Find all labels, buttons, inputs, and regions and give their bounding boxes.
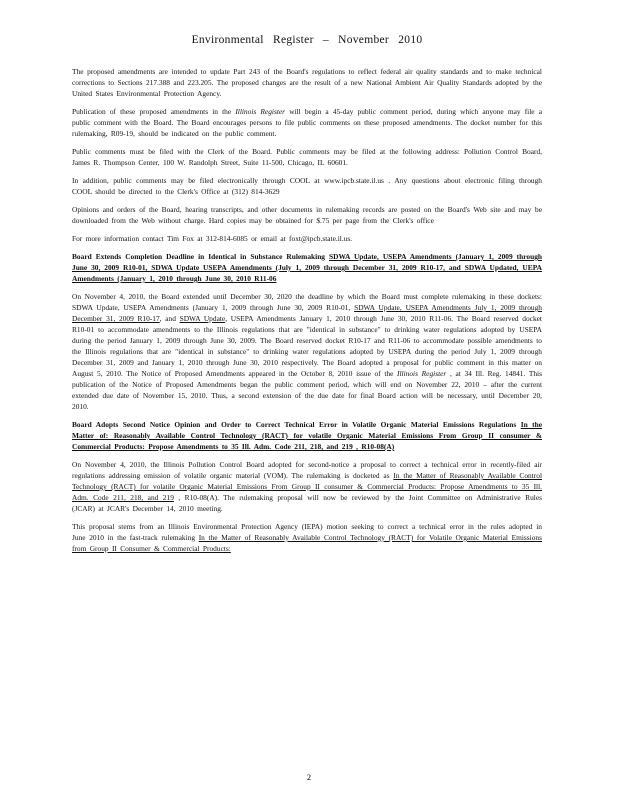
paragraph-electronic-filing: In addition, public comments may be filed electronically through COOL at www.ipcb.state.il.us . Any questions about electronic filing through COOL should be directed to the Clerk's Office at (312) 814-3629 — [72, 176, 542, 196]
italic-register-name: Illinois Register — [397, 369, 447, 378]
paragraph-proposed-amendments: The proposed amendments are intended to update Part 243 of the Board's regulations to reflect federal air quality standards and to make technical corrections to Sections 217.388 and 223.205. The proposed changes are the result of a new National Ambient Air Quality Standards adopted by the United States Environmental Protection Agency. — [72, 67, 542, 98]
italic-register-name: Illinois Register — [235, 107, 286, 116]
paragraph-opinions-orders: Opinions and orders of the Board, hearing transcripts, and other documents in rulemaking records are posted on the Board's Web site and may be downloaded from the Web without charge. Hard copies may be obtained for $.75 per page from the Clerk's office — [72, 205, 542, 225]
text-span: Publication of these proposed amendments in the — [72, 107, 236, 116]
paragraph-more-information: For more information contact Tim Fox at 312-814-6085 or email at foxt@ipcb.state.il.us. — [72, 234, 353, 243]
underlined-docket: SDWA Update — [179, 314, 226, 323]
paragraph-publication — [72, 106, 542, 139]
page-header: Environmental Register – November 2010 — [191, 34, 423, 46]
text-span: , R10-08(A). The rulemaking proposal will now be reviewed by the Joint Committee on Administrative Rules (JCAR) at JCAR's December 14, 2010 meeting. — [72, 493, 542, 513]
text-span: will begin a 45-day public comment period, during which anyone may file a public comment with the Board. The Board encourages persons to file public comments on these proposed amendments. The docket number for this rulemaking, R09-19, should be indicated on the public comment. — [72, 107, 543, 138]
page-number: 2 — [307, 773, 311, 782]
underlined-docket: In the Matter of Reasonably Available Control Technology (RACT) for Volatile Organic Material Emissions from Group II Consumer & Commercial Products: — [72, 533, 542, 553]
section-heading-sdwa-extension — [72, 251, 542, 284]
text-span: On November 4, 2010, the Illinois Pollution Control Board adopted for second-notice a proposal to correct a technical error in recently-filed air regulations addressing emission of volatile organic material (VOM). The rulemaking is docketed as — [72, 460, 542, 480]
paragraph-ract-body — [72, 459, 542, 514]
heading-docket-titles: SDWA Update, USEPA Amendments (January 1, 2009 through June 30, 2009 R10-01, SDWA Update USEPA Amendments (July 1, 2009 through December 31, 2009 R10-17, and SDWA Updated, UEPA Amendments (January 1, 2010 through June 30, 2010 R11-06 — [72, 252, 542, 283]
underlined-docket: In the Matter of Reasonably Available Control Technology (RACT) for volatile Organic Material Emissions From Group II consumer & Commercial Products: Propose Amendments to 35 Ill. Adm. Code 211, 218, and 219 — [72, 471, 542, 502]
underlined-docket: SDWA Update, USEPA Amendments July 1, 2009 through December 31, 2009 R10-17 — [72, 303, 542, 323]
section-heading-ract-second-notice — [72, 419, 542, 452]
paragraph-ract-proposal-origin — [72, 521, 542, 554]
text-span: , USEPA Amendments January 1, 2010 through June 30, 2010 R11-06. The Board reserved docket R10-01 to accommodate amendments to the Illinois regulations that are "identical in substance" to drinking water regulations adopted by USEPA during the period January 1, 2009 through June 30, 2009. The Board reserved docket R10-17 and R11-06 to accommodate possible amendments to the Illinois regulations that are "identical in substance" to drinking water regulations adopted by USEPA during the period July 1, 2009 through December 31, 2009 and January 1, 2010 through June 30, 2010 respectively. The Board adopted a proposal for public comment in this matter on August 5, 2010. The Notice of Proposed Amendments appeared in the October 8, 2010 issue of the — [72, 314, 542, 378]
heading-docket-titles: In the Matter of: Reasonably Available Control Technology (RACT) for volatile Organic Material Emissions From Group II consumer & Commercial Products: Propose Amendments to 35 Ill. Adm. Code 211, 218, and 219 , R10-08(A) — [72, 420, 543, 451]
text-span: , at 34 Ill. Reg. 14841. This publication of the Notice of Proposed Amendments began the public comment period, which will end on November 22, 2010 – after the current extended due date of November 15, 2010. Thus, a second extension of the due date for final Board action will be necessary, until December 20, 2010. — [72, 369, 542, 411]
text-span: On November 4, 2010, the Board extended until December 30, 2020 the deadline by which the Board must complete rulemaking in these dockets: SDWA Update, USEPA Amendments (January 1, 2009 through June 30, 2009 R10-01, — [72, 292, 542, 312]
heading-text: Board Extends Completion Deadline in Identical in Substance Rulemaking — [72, 252, 330, 261]
text-span: , and — [159, 314, 180, 323]
text-span: This proposal stems from an Illinois Environmental Protection Agency (IEPA) motion seeking to correct a technical error in the rules adopted in June 2010 in the fast-track rulemaking — [72, 522, 542, 542]
paragraph-public-comments-address: Public comments must be filed with the Clerk of the Board. Public comments may be filed at the following address: Pollution Control Board, James R. Thompson Center, 100 W. Randolph Street, Suite 11-500, Chicago, IL 60601. — [72, 147, 542, 167]
paragraph-sdwa-extension-body — [72, 291, 542, 412]
heading-text: Board Adopts Second Notice Opinion and Order to Correct Technical Error in Volatile Organic Material Emissions Regulations — [72, 420, 521, 429]
